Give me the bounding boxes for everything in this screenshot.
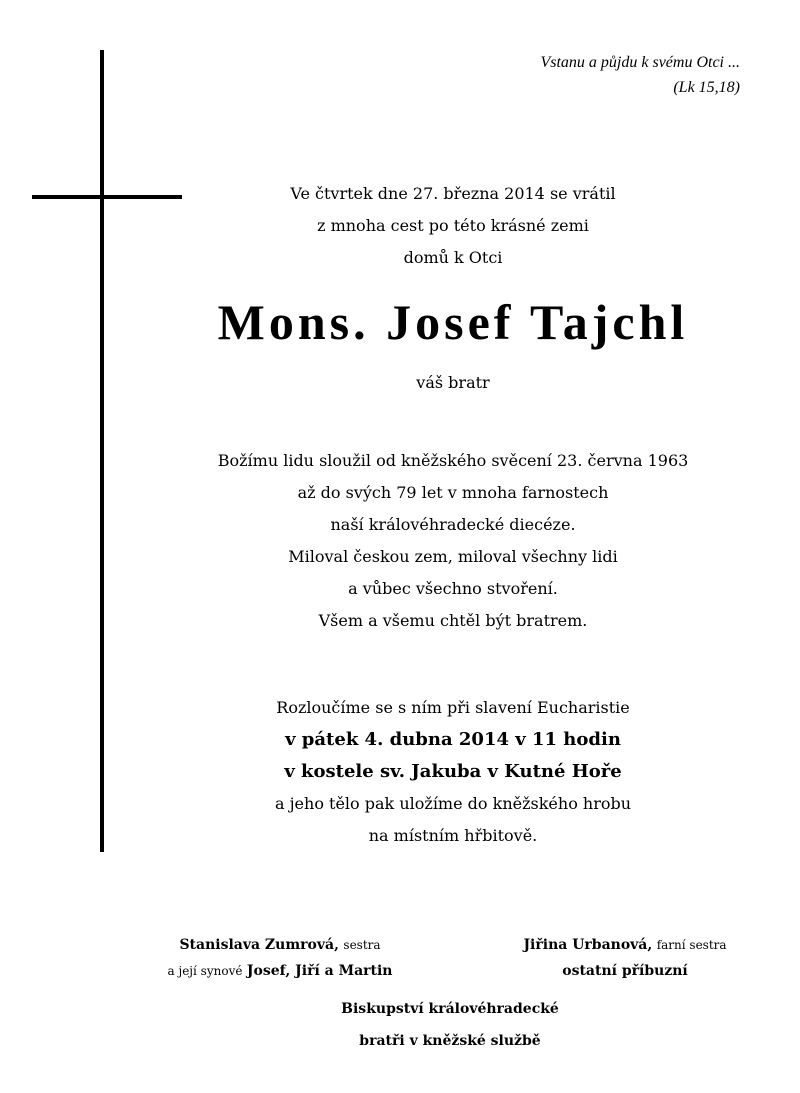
signer-diocese: Biskupství královéhradecké [341, 1001, 559, 1017]
quote-text: Vstanu a půjdu k svému Otci ... [540, 54, 740, 71]
relation-text: váš bratr [416, 373, 490, 392]
quote-reference: (Lk 15,18) [673, 79, 740, 96]
service-line: až do svých 79 let v mnoha farnostech [297, 483, 609, 502]
signer-role: sestra [343, 938, 381, 952]
intro-line: domů k Otci [403, 248, 503, 267]
ceremony-info [0, 692, 800, 852]
signer-name: Jiřina Urbanová, [523, 937, 653, 953]
intro-text [0, 178, 800, 274]
deceased-name: Mons. Josef Tajchl [217, 294, 689, 350]
ceremony-line: Rozloučíme se s ním při slavení Eucharistie [276, 698, 630, 717]
service-line: Všem a všemu chtěl být bratrem. [318, 611, 588, 630]
signer-relatives: ostatní příbuzní [562, 963, 688, 979]
service-text [0, 445, 800, 637]
bible-quote [540, 50, 740, 100]
service-line: a vůbec všechno stvoření. [348, 579, 558, 598]
signer-brothers: bratři v kněžské službě [359, 1033, 541, 1049]
ceremony-date: v pátek 4. dubna 2014 v 11 hodin [285, 729, 621, 750]
signature-right [500, 932, 750, 984]
intro-line: z mnoha cest po této krásné zemi [317, 216, 589, 235]
ceremony-line: a jeho tělo pak uložíme do kněžského hrobu [274, 794, 632, 813]
service-line: Božímu lidu sloužil od kněžského svěcení 23. června 1963 [217, 451, 689, 470]
signer-prefix: a její synové [167, 964, 243, 978]
signer-name: Stanislava Zumrová, [179, 937, 339, 953]
intro-line: Ve čtvrtek dne 27. března 2014 se vrátil [290, 184, 616, 203]
service-line: naší královéhradecké diecéze. [330, 515, 576, 534]
signature-bottom [250, 993, 650, 1057]
signature-left [160, 932, 400, 984]
signer-role: farní sestra [656, 938, 727, 952]
relation-block [0, 367, 800, 399]
ceremony-place: v kostele sv. Jakuba v Kutné Hoře [284, 761, 622, 782]
ceremony-line: na místním hřbitově. [368, 826, 538, 845]
service-line: Miloval českou zem, miloval všechny lidi [288, 547, 618, 566]
signer-children: Josef, Jiří a Martin [246, 963, 393, 979]
